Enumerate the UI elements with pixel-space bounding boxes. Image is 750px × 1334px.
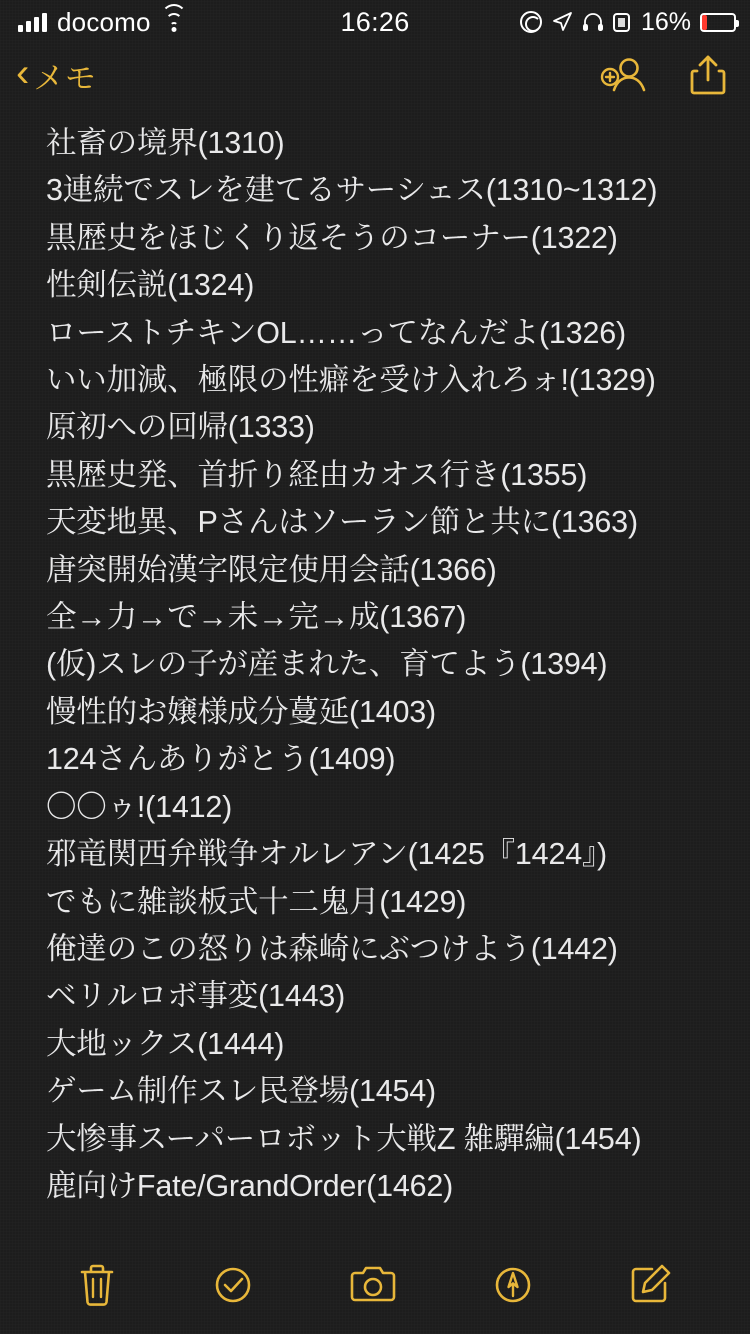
note-line: 原初への回帰(1333) (46, 410, 315, 445)
note-line: 124さんありがとう(1409) (46, 742, 396, 777)
note-line: でもに雑談板式十二鬼月(1429) (46, 884, 467, 919)
back-button[interactable] (16, 53, 96, 98)
status-bar-left (18, 7, 187, 38)
signal-bars-icon (18, 12, 47, 32)
note-line: ベリルロボ事変(1443) (46, 979, 346, 1014)
back-button-label: メモ (33, 60, 97, 96)
clock-label: 16:26 (340, 6, 410, 37)
wifi-icon (161, 12, 187, 32)
note-line: 大地ックス(1444) (46, 1026, 285, 1061)
share-icon[interactable] (688, 53, 728, 97)
note-line: 黒歴史発、首折り経由カオス行き(1355) (46, 457, 588, 492)
status-bar-right (520, 8, 736, 37)
note-line: ローストチキンOL……ってなんだよ(1326) (46, 315, 626, 350)
note-line: 黒歴史をほじくり返そうのコーナー(1322) (46, 220, 618, 255)
note-line-list (0, 116, 750, 1210)
note-line: 鹿向けFate/GrandOrder(1462) (46, 1168, 454, 1203)
markup-icon[interactable] (490, 1262, 536, 1308)
battery-icon (700, 13, 736, 32)
battery-percent-label: 16% (640, 7, 691, 36)
note-line: 唐突開始漢字限定使用会話(1366) (46, 552, 497, 587)
add-person-icon[interactable] (598, 55, 650, 95)
note-line: 俺達のこの怒りは森崎にぶつけよう(1442) (46, 931, 618, 966)
note-line: (仮)スレの子が産まれた、育てよう(1394) (46, 647, 608, 682)
note-content[interactable] (0, 106, 750, 1210)
bottom-toolbar (0, 1248, 750, 1334)
note-line: 3連続でスレを建てるサーシェス(1310~1312) (46, 173, 658, 208)
location-arrow-icon (551, 11, 573, 33)
note-line: 全→力→で→未→完→成(1367) (46, 600, 467, 635)
screen-record-icon (520, 11, 542, 33)
note-line: 〇〇ゥ!(1412) (46, 789, 233, 824)
note-line: 慢性的お嬢様成分蔓延(1403) (46, 694, 436, 729)
status-bar (0, 0, 750, 44)
note-line: 大惨事スーパーロボット大戦Z 雑驒編(1454) (46, 1121, 642, 1156)
note-line: 天変地異、Pさんはソーラン節と共に(1363) (46, 505, 638, 540)
compose-icon[interactable] (628, 1262, 674, 1308)
carrier-label: docomo (57, 6, 151, 37)
navigation-bar (0, 44, 750, 106)
navigation-actions (598, 53, 728, 97)
battery-small-icon (613, 13, 630, 32)
chevron-left-icon: ‹ (16, 51, 30, 95)
note-line: ゲーム制作スレ民登場(1454) (46, 1074, 436, 1109)
camera-icon[interactable] (348, 1264, 398, 1306)
note-line: 社畜の境界(1310) (46, 126, 285, 160)
checklist-icon[interactable] (210, 1262, 256, 1308)
note-line: 邪竜関西弁戦争オルレアン(1425『1424』) (46, 837, 607, 872)
headphones-icon (582, 12, 604, 32)
note-line: いい加減、極限の性癖を受け入れろォ!(1329) (46, 363, 656, 398)
delete-icon[interactable] (76, 1262, 118, 1308)
note-line: 性剣伝説(1324) (46, 268, 255, 303)
